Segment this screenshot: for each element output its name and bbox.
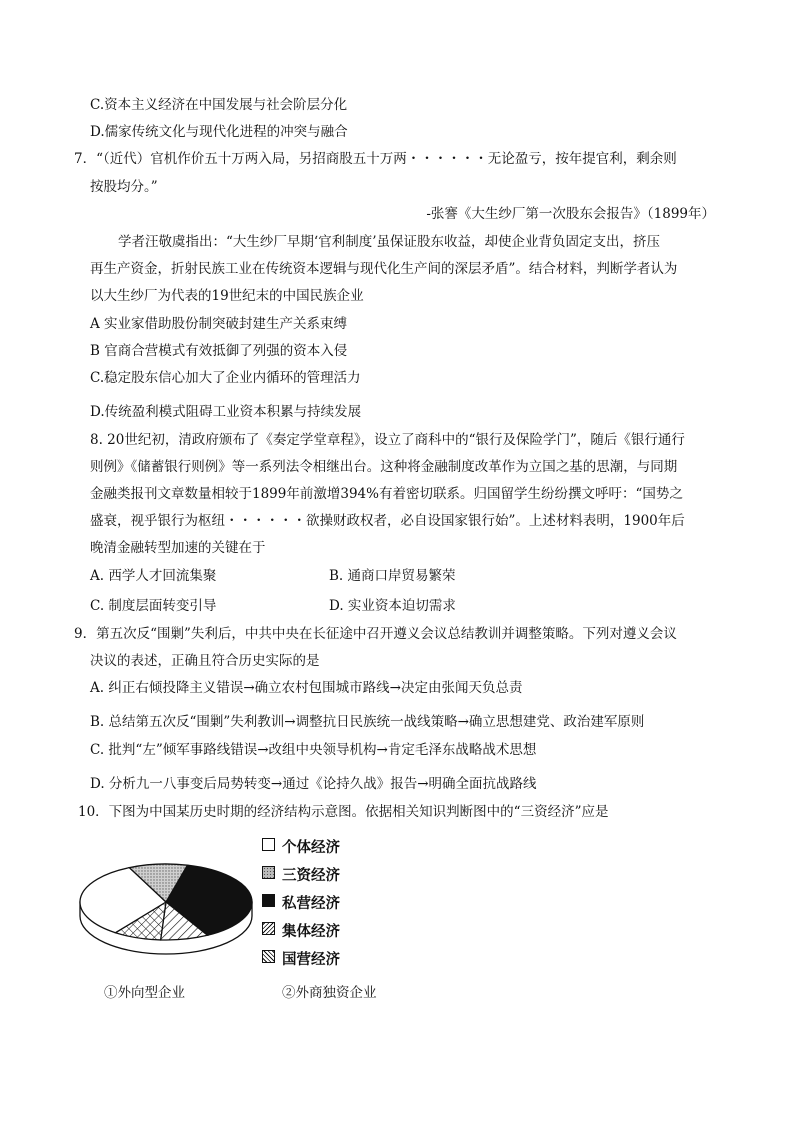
white-square-icon — [262, 838, 275, 851]
q9-stem-line1: 9．第五次反“围剿”失利后，中共中央在长征途中召开遵义会议总结教训并调整策略。下列对遵义会议 — [74, 626, 677, 642]
q7-option-a: A 实业家借助股份制突破封建生产关系束缚 — [90, 316, 348, 332]
q9-option-c: C. 批判“左”倾军事路线错误→改组中央领导机构→肯定毛泽东战略战术思想 — [90, 742, 537, 758]
q10-stem: 10．下图为中国某历史时期的经济结构示意图。依据相关知识判断图中的“三资经济”应是 — [78, 804, 609, 820]
q9-stem-line2: 决议的表述，正确且符合历史实际的是 — [90, 653, 320, 669]
q8-stem-line4: 盛衰，视乎银行为枢纽・・・・・・欲操财政权者，必自设国家银行始”。上述材料表明，1900年后 — [90, 513, 685, 529]
q7-option-d: D.传统盈利模式阻碍工业资本积累与持续发展 — [90, 404, 362, 420]
dotted-square-icon — [262, 866, 275, 879]
q6-option-d: D.儒家传统文化与现代化进程的冲突与融合 — [90, 124, 348, 140]
q8-stem-line2: 则例》《储蓄银行则例》等一系列法令相继出台。这种将金融制度改革作为立国之基的思潮，与同期 — [90, 459, 678, 475]
q8-option-a: A. 西学人才回流集聚 — [90, 568, 217, 584]
economic-structure-pie-chart — [78, 852, 253, 957]
q9-option-a: A. 纠正右倾投降主义错误→确立农村包围城市路线→决定由张闻天负总责 — [90, 680, 523, 696]
q7-stem-line4: 再生产资金，折射民族工业在传统资本逻辑与现代化生产间的深层矛盾”。结合材料，判断学者认为 — [90, 261, 678, 277]
q8-stem-line3: 金融类报刊文章数量相较于1899年前激增394%有着密切联系。归国留学生纷纷撰文呼吁：“国势之 — [90, 486, 683, 502]
q10-option-1: ①外向型企业 — [104, 985, 185, 1001]
hatched-square-icon — [262, 922, 275, 935]
q8-option-d: D. 实业资本迫切需求 — [329, 598, 456, 614]
q7-source: -张謇《大生纱厂第一次股东会报告》（1899年） — [426, 206, 715, 222]
q7-stem-line5: 以大生纱厂为代表的19世纪末的中国民族企业 — [90, 288, 364, 304]
q6-option-c: C.资本主义经济在中国发展与社会阶层分化 — [90, 97, 348, 113]
q8-option-b: B. 通商口岸贸易繁荣 — [329, 568, 456, 584]
q8-option-c: C. 制度层面转变引导 — [90, 598, 217, 614]
black-square-icon — [262, 894, 275, 907]
q7-stem-line2: 按股均分。” — [90, 179, 158, 195]
q7-stem-line1: 7．“（近代）官机作价五十万两入局，另招商股五十万两・・・・・・无论盈亏，按年提官利，剩余则 — [74, 151, 677, 167]
q10-option-2: ②外商独资企业 — [282, 985, 377, 1001]
q7-stem-line3: 学者汪敬虞指出：“大生纱厂早期‘官利制度’虽保证股东收益，却使企业背负固定支出，挤压 — [118, 234, 660, 250]
q9-option-d: D. 分析九一八事变后局势转变→通过《论持久战》报告→明确全面抗战路线 — [90, 776, 537, 792]
q7-option-c: C.稳定股东信心加大了企业内循环的管理活力 — [90, 370, 361, 386]
q9-option-b: B. 总结第五次反“围剿”失利教训→调整抗日民族统一战线策略→确立思想建党、政治建军原则 — [90, 714, 645, 730]
q8-stem-line1: 8. 20世纪初，清政府颁布了《奏定学堂章程》，设立了商科中的“银行及保险学门”，随后《银行通行 — [90, 432, 685, 448]
q7-option-b: B 官商合营模式有效抵御了列强的资本入侵 — [90, 343, 348, 359]
q8-stem-line5: 晚清金融转型加速的关键在于 — [90, 540, 266, 556]
crosshatched-square-icon — [262, 950, 275, 963]
